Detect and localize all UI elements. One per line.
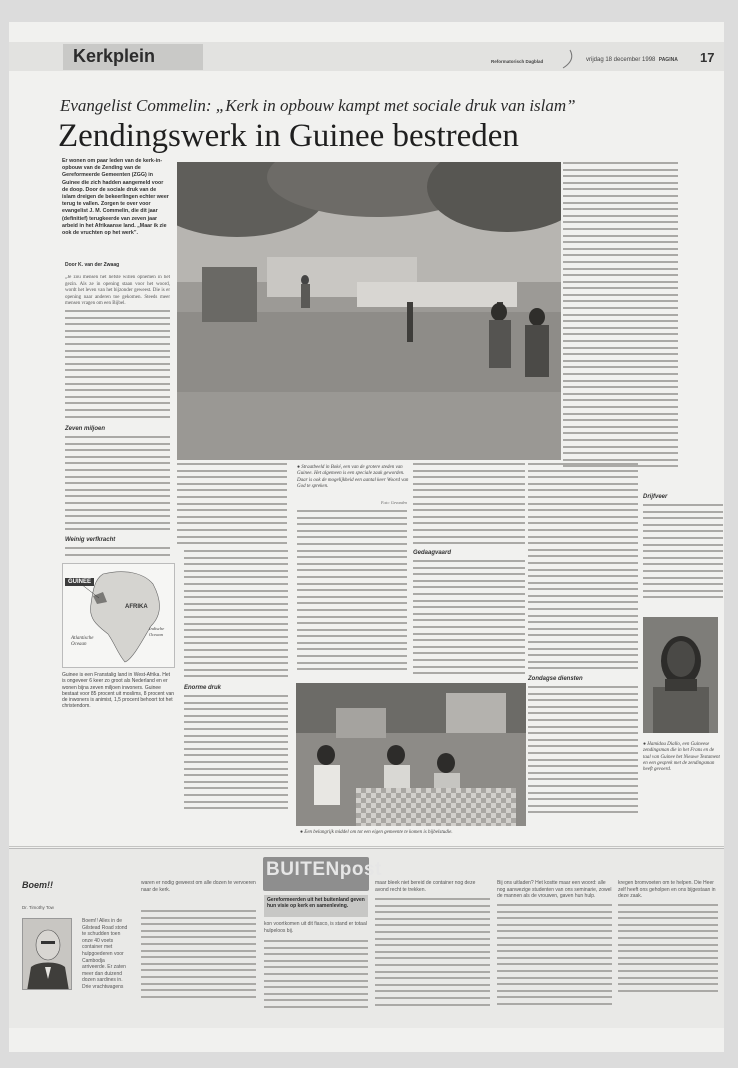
bottom-col-2-text: waren er nodig geweest om alle dozen te vervoeren naar de kerk. <box>141 880 256 893</box>
section-title: Kerkplein <box>73 46 156 66</box>
column-2-text-c <box>184 695 288 813</box>
photo-caption-bible-study: ● Een belangrijk middel om tot een eigen gemeente te komen is bijbelstudie. <box>300 830 453 835</box>
column-1-text-c <box>65 547 170 560</box>
column-2-text <box>177 463 287 548</box>
bottom-col-5-lines <box>497 904 612 1018</box>
column-4-text-b <box>413 560 525 678</box>
bottom-col-6-text: kregen bromvoeten om te helpen. Die Heer zelf heeft ons geholpen en ons bijgestaan in deze zaak. <box>618 880 716 900</box>
bottom-col-1-text: Boem!! Alles in de Gilstead Road stond te schudden toen onze 40 voets container met hulpgoederen voor Cambodja arriveerde. Er zaten meer dan duizend dozen sardines in. Drie vrachtwagens <box>82 918 128 990</box>
photo-caption-portrait: ● Hamidou Diallo, een Guineese zendingsman die in het Frans en de taal van Guinee het Nieuwe Testament en een gesprek met de zendingsman heeft gevoerd. <box>643 742 720 773</box>
article-headline: Zendingswerk in Guinee bestreden <box>58 118 519 154</box>
column-3-text <box>297 510 407 675</box>
newspaper-name: Reformatorisch Dagblad <box>491 59 544 64</box>
article-byline: Door K. van der Zwaag <box>65 262 120 268</box>
column-6-text <box>563 162 678 472</box>
subhead-weinig-verfkracht: Weinig verfkracht <box>65 537 116 543</box>
column-1-text-b <box>65 436 170 536</box>
column-2-text-b <box>184 550 288 680</box>
subhead-zondagse-diensten: Zondagse diensten <box>528 676 583 682</box>
photo-credit: Foto: Gevonden <box>381 500 408 505</box>
buitenpost-title: BUITENpost <box>266 859 382 880</box>
header-divider-swoosh <box>561 49 575 69</box>
column-6-text-b <box>643 504 723 604</box>
subhead-enorme-druk: Enorme druk <box>184 685 222 691</box>
portrait-diallo-photo <box>643 617 718 733</box>
article-kicker: Evangelist Commelin: „Kerk in opbouw kampt met sociale druk van islam” <box>60 96 576 115</box>
bottom-col-6-lines <box>618 904 718 1004</box>
column-1-text <box>65 310 170 425</box>
photo-caption-street: ● Straatbeeld in Boké, een van de grotere steden van Guinee. Het algemeen is een speciale zaak geworden. Daar is ook de mogelijkheid een aantal keer Woord van God te spreken. <box>297 465 409 489</box>
buitenpost-subtitle: Gereformeerden uit het buitenland geven hun visie op kerk en samenleving. <box>264 895 368 917</box>
subhead-gedaagvaard: Gedaagvaard <box>413 550 452 556</box>
bottom-col-3-lines <box>264 940 368 1020</box>
article-intro: Er wonen om paar leden van de kerk-in-opbouw van de Zending van de Gereformeerde Gemeenten (ZGG) in Guinee die zich hadden aangemeld voor de doop. Door de sociale druk van de islam dreigen de bekeerlingen echter weer terug te vallen. Zorgen te over voor evangelist J. M. Commelin, die dit jaar (definitief) terugkeerde van zeven jaar arbeid in het Afrikaanse land. „Maar ik zie ook de vruchten op het werk”. <box>62 158 169 237</box>
street-scene-photo <box>177 162 561 460</box>
map-label-guinee: GUINEE <box>65 578 94 586</box>
author-portrait <box>22 918 72 990</box>
column-5-text-b <box>528 686 638 814</box>
issue-date: vrijdag 18 december 1998 PAGINA <box>586 57 678 63</box>
map-label-afrika: AFRIKA <box>125 604 148 610</box>
map-caption: Guinee is een Franstalig land in West-Afrika. Het is ongeveer 6 keer zo groot als Nederland en er wonen bijna zeven miljoen inwoners. Guinee bestaat voor 85 procent uit moslims, 8 procent van de inwoners is animist, 1,5 procent behoort tot het christendom. <box>62 672 175 710</box>
bible-study-photo <box>296 683 526 826</box>
column-title: Boem!! <box>22 880 53 890</box>
bottom-col-4-lines <box>375 898 490 1018</box>
bottom-col-3-text: kon voortkomen uit dit fiasco, is stand er totaal hulpeloos bij. <box>264 921 367 934</box>
column-1-lead: „Je zou mensen het liefste willen opnemen in het gezin. Als ze in opening staan voor het woord, wordt het leven van het bijzonder geweest. Die is er opening naar anderen toe gekomen. Steeds meer mensen vragen om een Bijbel. <box>65 275 170 307</box>
bottom-col-4-text: maar bleek niet bereid de container nog deze avond recht te trekken. <box>375 880 476 893</box>
column-4-text <box>413 463 525 548</box>
section-divider <box>9 846 724 847</box>
column-5-text <box>528 463 638 673</box>
map-guinea <box>62 563 175 668</box>
map-label-atlantic: Atlantische Oceaan <box>71 636 94 647</box>
page-number: 17 <box>700 50 715 65</box>
subhead-drijfveer: Drijfveer <box>643 494 668 500</box>
bottom-col-2-lines <box>141 910 256 1010</box>
column-author: Dr. Timothy Tow <box>22 905 54 910</box>
map-label-indian: Indische Oceaan <box>149 626 165 637</box>
subhead-zeven-miljoen: Zeven miljoen <box>65 426 106 432</box>
bottom-col-5-text: Bij ons uitladen? Het kostte maar een woord: alle nog aanwezige studenten van ons seminarie, zowel de mannen als de vrouwen, gaven hun hulp. <box>497 880 612 900</box>
